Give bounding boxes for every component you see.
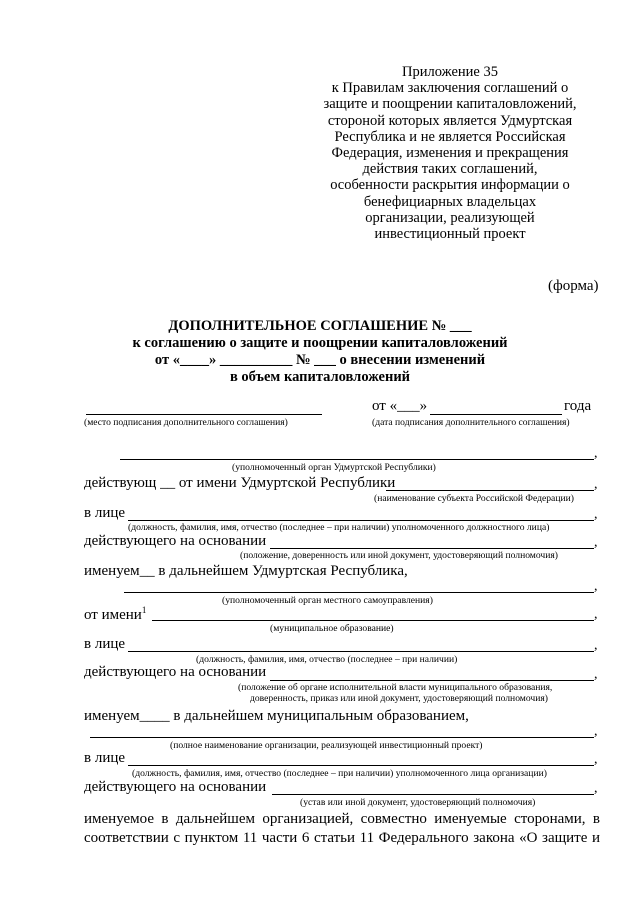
date-caption: (дата подписания дополнительного соглашения) <box>372 417 570 428</box>
republic-basis-caption: (положение, доверенность или иной документ, удостоверяющий полномочия) <box>240 550 558 561</box>
organization-basis-field[interactable] <box>272 794 594 795</box>
appendix-line: особенности раскрытия информации о <box>330 177 570 194</box>
subject-field[interactable] <box>386 490 594 491</box>
municipal-named-text: именуем____ в дальнейшем муниципальным образованием, <box>84 708 469 724</box>
comma: , <box>594 667 598 682</box>
municipal-authority-caption: (уполномоченный орган местного самоуправления) <box>222 595 433 606</box>
appendix-line: защите и поощрении капиталовложений, <box>323 96 577 113</box>
appendix-line: Приложение 35 <box>402 64 498 80</box>
comma: , <box>594 638 598 653</box>
municipality-name-caption: (муниципальное образование) <box>270 623 394 634</box>
person-label: в лице <box>84 750 126 766</box>
comma: , <box>594 446 598 461</box>
appendix-line: инвестиционный проект <box>374 226 526 243</box>
appendix-line: Федерация, изменения и прекращения <box>331 145 569 162</box>
appendix-line: бенефициарных владельцах <box>363 193 537 210</box>
appendix-line: стороной которых является Удмуртская <box>327 112 573 129</box>
footnote-mark: 1 <box>141 605 147 615</box>
place-caption: (место подписания дополнительного соглашения) <box>84 417 288 428</box>
basis-label: действующего на основании <box>84 779 267 795</box>
appendix-line: действия таких соглашений, <box>362 161 538 178</box>
municipal-official-field[interactable] <box>128 651 594 652</box>
basis-label: действующего на основании <box>84 533 267 549</box>
document-subtitle: от «____» __________ № ___ о внесении изменений <box>154 352 486 368</box>
comma: , <box>594 781 598 796</box>
appendix-block <box>300 64 600 242</box>
municipal-authority-field[interactable] <box>124 592 594 593</box>
comma: , <box>594 477 598 492</box>
date-field[interactable] <box>430 414 562 415</box>
municipal-basis-caption: (положение об органе исполнительной власти муниципального образования, <box>238 682 553 693</box>
body-text-line: именуемое в дальнейшем организацией, совместно именуемые сторонами, в <box>84 811 600 827</box>
acting-on-behalf-text: действующ __ от имени Удмуртской Республики <box>84 475 396 491</box>
municipality-name-field[interactable] <box>152 620 594 621</box>
comma: , <box>594 535 598 550</box>
document-subtitle: в объем капиталовложений <box>229 369 411 385</box>
body-text-line: соответствии с пунктом 11 части 6 статьи 11 Федерального закона «О защите и <box>84 830 600 846</box>
republic-official-field[interactable] <box>128 520 594 521</box>
person-label: в лице <box>84 505 126 521</box>
organization-name-field[interactable] <box>90 737 594 738</box>
basis-label: действующего на основании <box>84 664 267 680</box>
comma: , <box>594 607 598 622</box>
document-title: ДОПОЛНИТЕЛЬНОЕ СОГЛАШЕНИЕ № ___ <box>168 318 472 334</box>
document-subtitle: к соглашению о защите и поощрении капиталовложений <box>132 335 508 351</box>
form-label: (форма) <box>548 278 599 294</box>
republic-basis-field[interactable] <box>270 548 594 549</box>
republic-official-caption: (должность, фамилия, имя, отчество (последнее – при наличии) уполномоченного должностного лица) <box>128 522 550 533</box>
date-prefix: от «___» <box>372 398 428 414</box>
comma: , <box>594 507 598 522</box>
organization-official-field[interactable] <box>128 765 594 766</box>
comma: , <box>594 752 598 767</box>
comma: , <box>594 579 598 594</box>
date-suffix: года <box>564 398 592 414</box>
republic-named-text: именуем__ в дальнейшем Удмуртская Республика, <box>84 563 408 579</box>
republic-authority-field[interactable] <box>120 459 594 460</box>
organization-official-caption: (должность, фамилия, имя, отчество (последнее – при наличии) уполномоченного лица организации) <box>132 768 547 779</box>
subject-caption: (наименование субъекта Российской Федерации) <box>374 493 574 504</box>
municipal-basis-field[interactable] <box>270 680 594 681</box>
appendix-line: организации, реализующей <box>365 209 535 226</box>
person-label: в лице <box>84 636 126 652</box>
appendix-line: Республика и не является Российская <box>334 128 566 145</box>
comma: , <box>594 724 598 739</box>
organization-basis-caption: (устав или иной документ, удостоверяющий полномочия) <box>300 797 536 808</box>
municipal-official-caption: (должность, фамилия, имя, отчество (последнее – при наличии) <box>196 654 458 665</box>
place-field[interactable] <box>86 414 322 415</box>
organization-name-caption: (полное наименование организации, реализующей инвестиционный проект) <box>170 740 483 751</box>
on-behalf-label: от имени$^1$ <box>84 605 147 623</box>
republic-authority-caption: (уполномоченный орган Удмуртской Республики) <box>232 462 436 473</box>
municipal-basis-caption: доверенность, приказ или иной документ, удостоверяющий полномочия) <box>250 693 548 704</box>
appendix-line: к Правилам заключения соглашений о <box>331 80 569 97</box>
